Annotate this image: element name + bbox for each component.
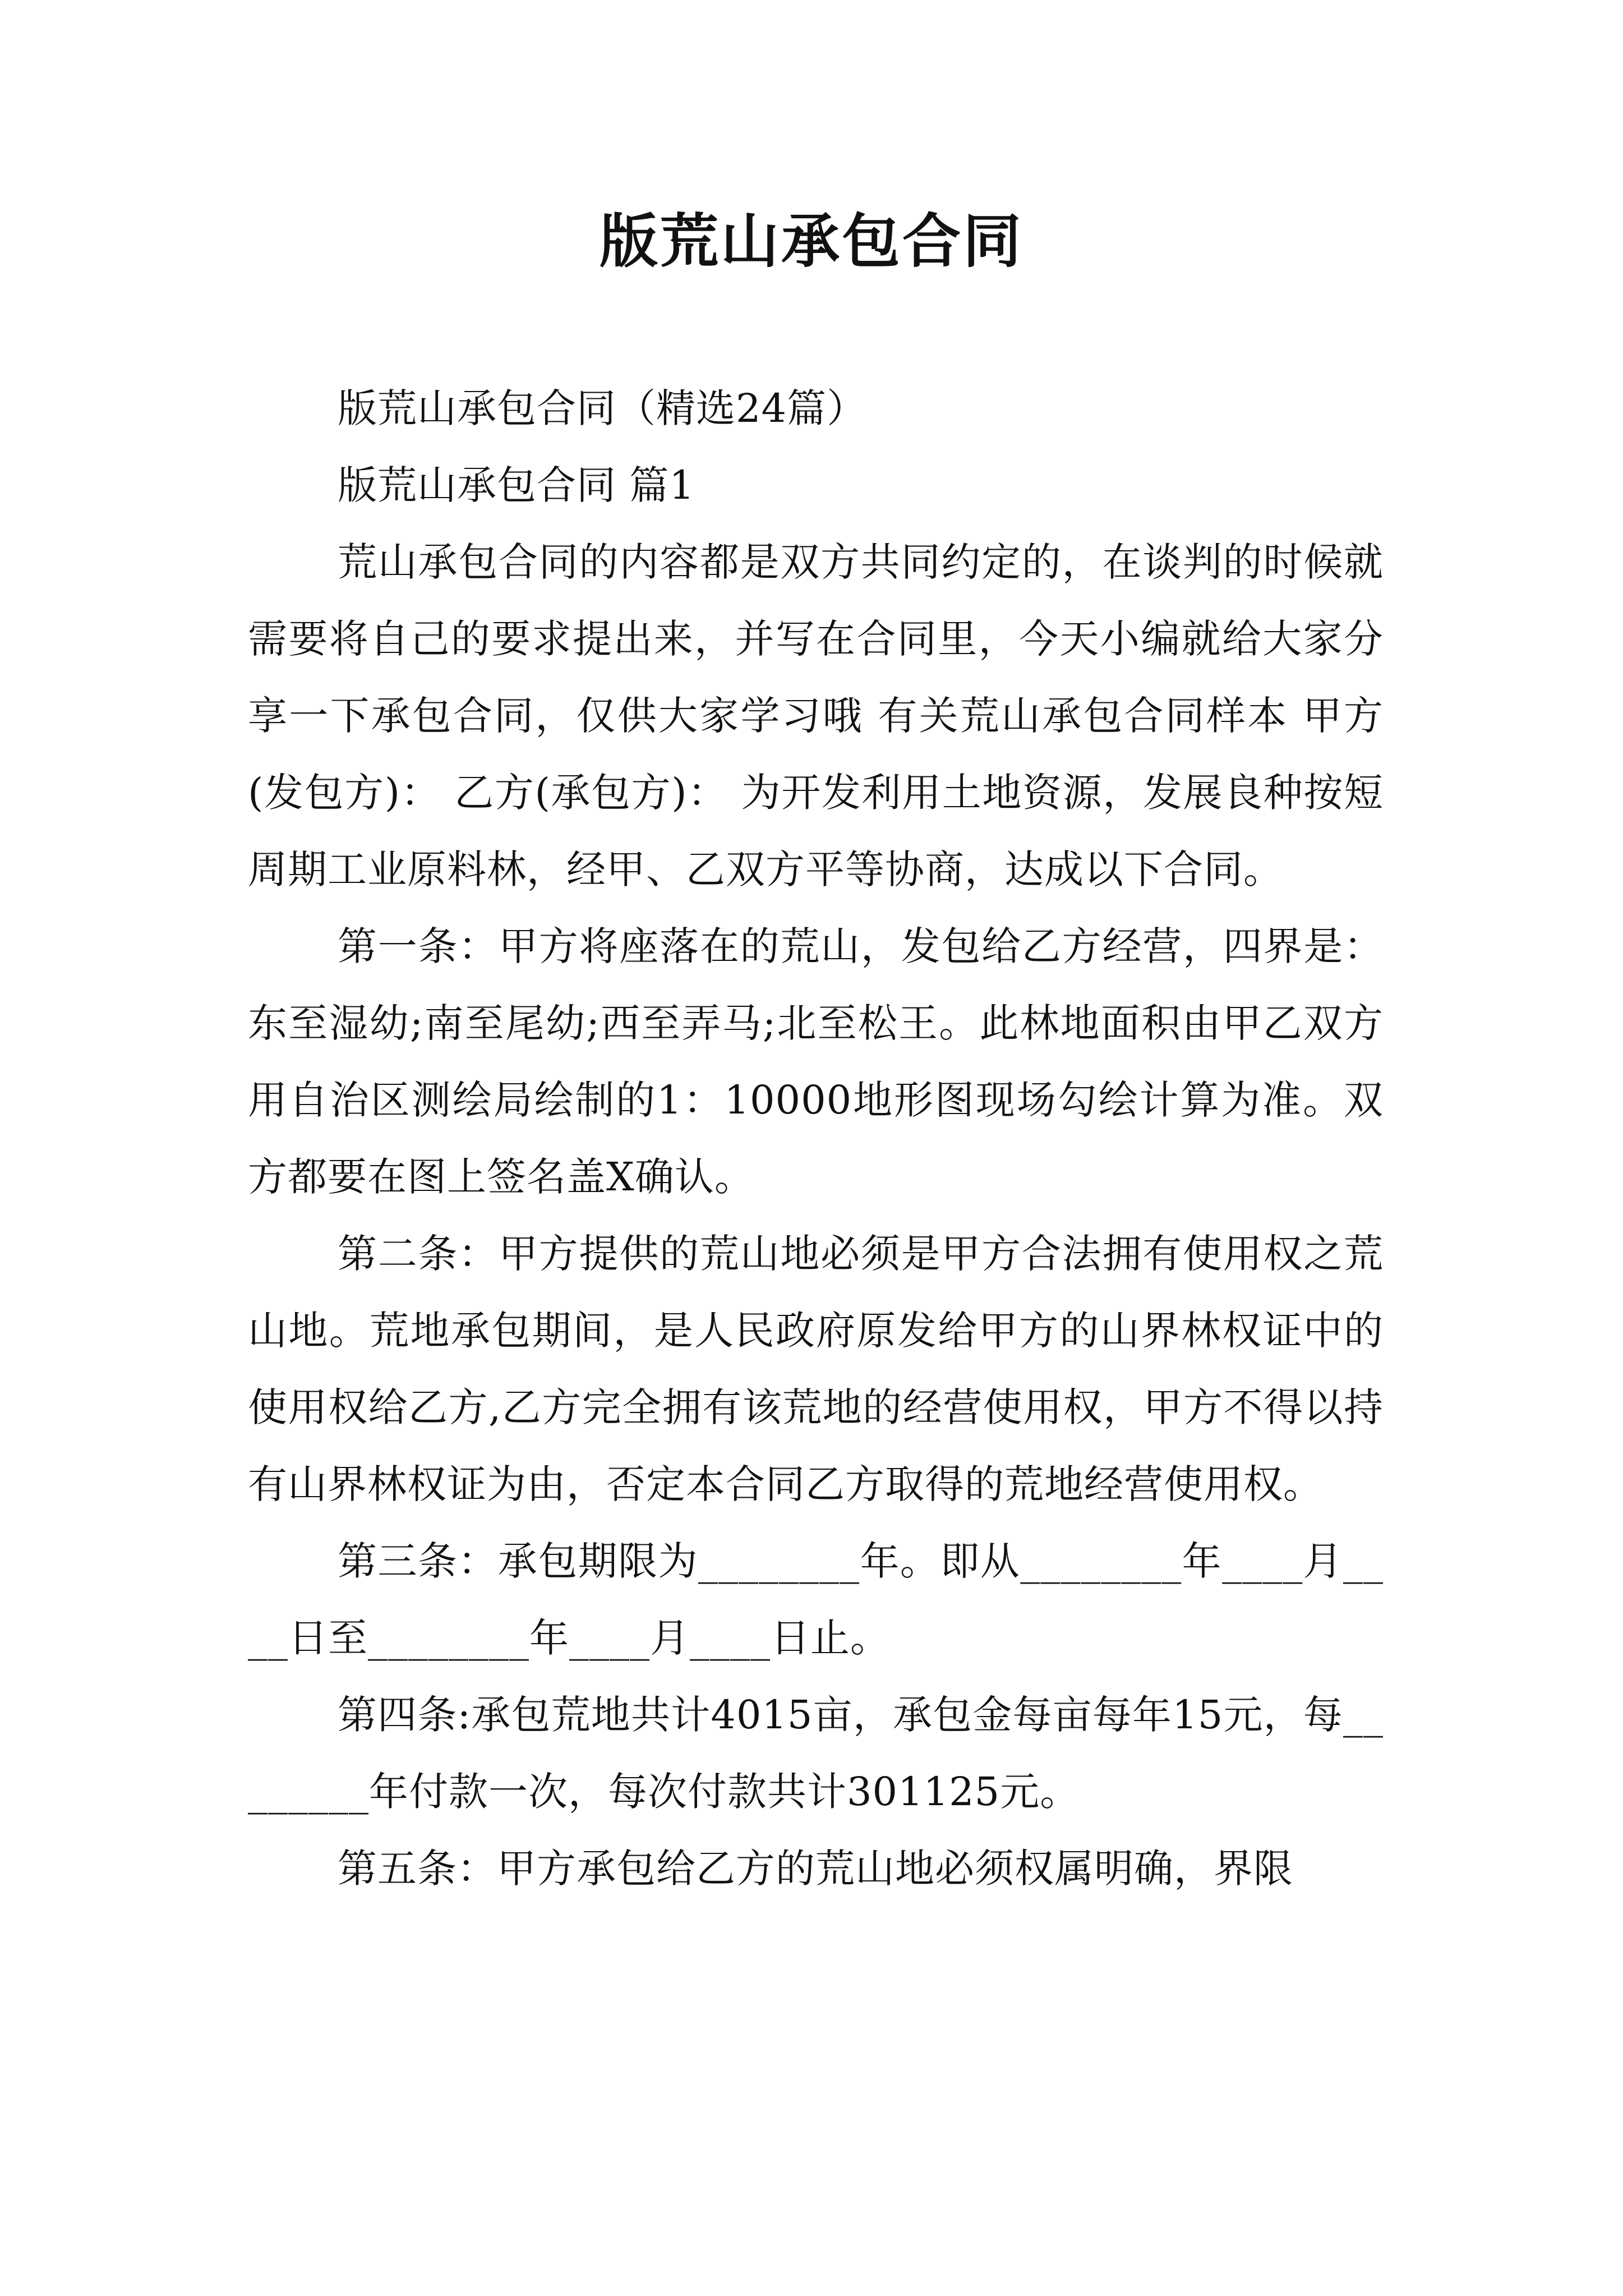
article-1-paragraph: 第一条：甲方将座落在的荒山，发包给乙方经营，四界是：东至湿幼;南至尾幼;西至弄马;北至松王。此林地面积由甲乙双方用自治区测绘局绘制的1：10000地形图现场勾绘计算为准。双方都要在图上签名盖X确认。	[248, 923, 1384, 1200]
document-title: 版荒山承包合同	[599, 207, 1023, 275]
article-2-paragraph: 第二条：甲方提供的荒山地必须是甲方合法拥有使用权之荒山地。荒地承包期间，是人民政府原发给甲方的山界林权证中的使用权给乙方,乙方完全拥有该荒地的经营使用权，甲方不得以持有山界林权证为由，否定本合同乙方取得的荒地经营使用权。	[248, 1231, 1384, 1507]
document-body	[248, 370, 1384, 1907]
intro-paragraph: 荒山承包合同的内容都是双方共同约定的，在谈判的时候就需要将自己的要求提出来，并写在合同里，今天小编就给大家分享一下承包合同，仅供大家学习哦 有关荒山承包合同样本 甲方(发包方)： 乙方(承包方)： 为开发利用土地资源，发展良种按短周期工业原料林，经甲、乙双方平等协商，达成以下合同。	[248, 539, 1384, 892]
article-5-paragraph: 第五条：甲方承包给乙方的荒山地必须权属明确，界限	[338, 1846, 1293, 1892]
article-4-paragraph: 第四条:承包荒地共计4015亩，承包金每亩每年15元，每________年付款一次，每次付款共计301125元。	[248, 1692, 1384, 1815]
document-subtitle: 版荒山承包合同（精选24篇）	[338, 385, 867, 431]
section-heading: 版荒山承包合同 篇1	[338, 462, 695, 508]
article-3-paragraph: 第三条：承包期限为________年。即从________年____月____日至________年____月____日止。	[248, 1538, 1384, 1661]
